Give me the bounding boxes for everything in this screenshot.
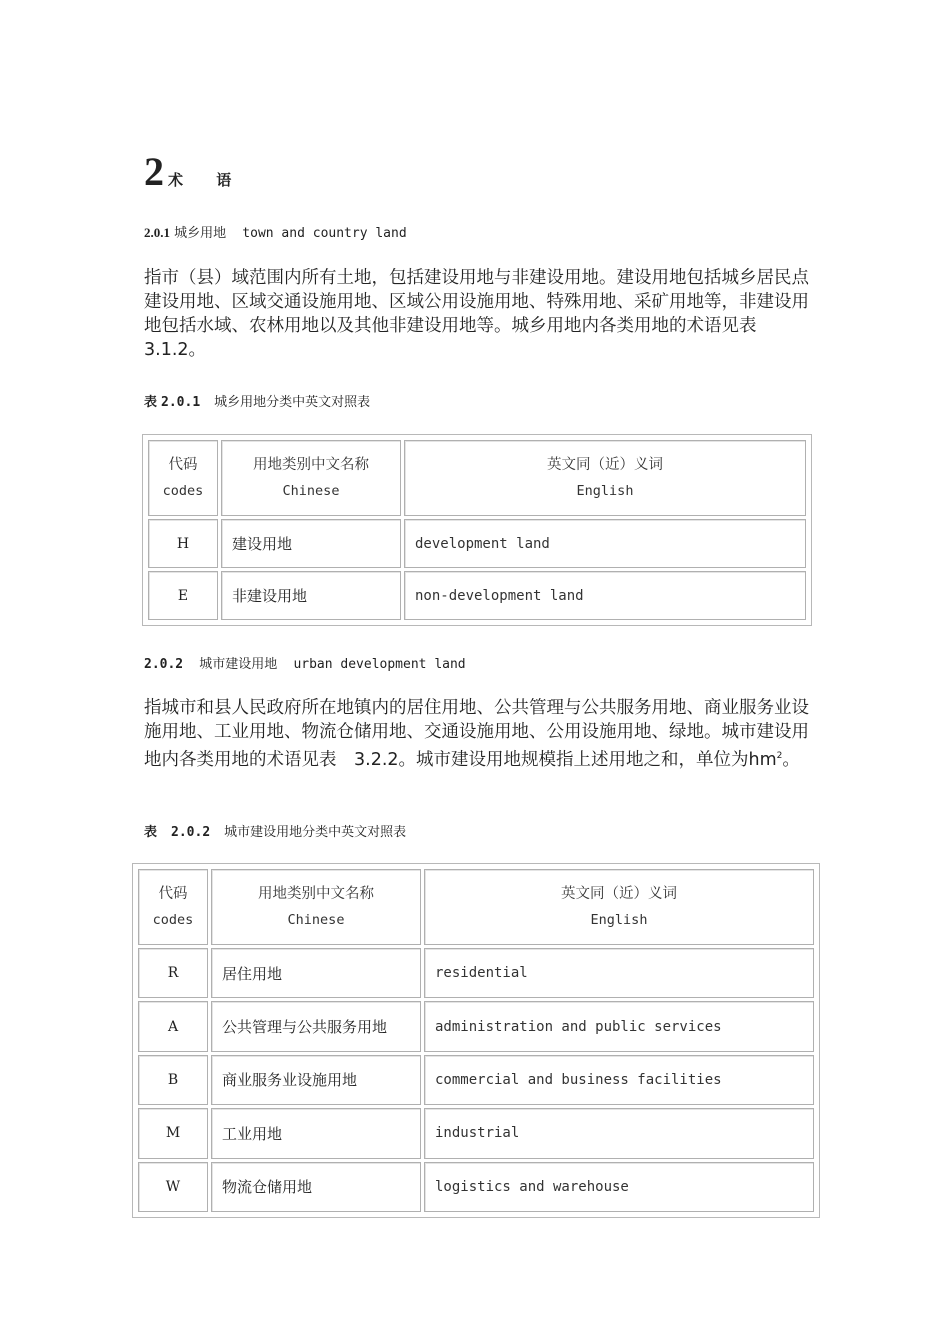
section-term-cn: 城市建设用地 (199, 657, 278, 672)
table-2-0-1-caption (144, 391, 370, 410)
unit-superscript: 2 (776, 751, 783, 761)
chapter-title: 术 语 (168, 171, 246, 189)
chapter-heading (144, 150, 245, 194)
header-chinese: 用地类别中文名称 Chinese (221, 440, 401, 516)
section-2-0-2-heading (144, 653, 466, 672)
table-header-row (148, 440, 806, 516)
chapter-number: 2 (144, 149, 164, 194)
table-row (138, 1001, 814, 1051)
caption-label: 表 (144, 825, 158, 840)
caption-title: 城市建设用地分类中英文对照表 (224, 825, 407, 840)
table-row (148, 571, 806, 620)
row-chinese: 商业服务业设施用地 (211, 1055, 421, 1105)
row-code: A (138, 1001, 208, 1051)
table-row (138, 1108, 814, 1158)
definition-end: 。 (782, 749, 800, 770)
section-number: 2.0.1 (144, 225, 170, 240)
definition-text: 指城市和县人民政府所在地镇内的居住用地、公共管理与公共服务用地、商业服务业设施用地、工业用地、物流仓储用地、交通设施用地、公用设施用地、绿地。城市建设用地内各类用地的术语见表 3.2.2。城市建设用地规模指上述用地之和，单位为 (144, 698, 809, 770)
row-english: logistics and warehouse (424, 1162, 814, 1212)
table-2-0-2-caption (144, 821, 406, 840)
row-code: B (138, 1055, 208, 1105)
header-codes: 代码 codes (138, 869, 208, 945)
row-english: commercial and business facilities (424, 1055, 814, 1105)
section-term-en: town and country land (242, 226, 407, 241)
caption-title: 城乡用地分类中英文对照表 (214, 395, 371, 410)
unit: hm (748, 749, 777, 770)
row-code: E (148, 571, 218, 620)
row-english: administration and public services (424, 1001, 814, 1051)
caption-label: 表 (144, 395, 158, 410)
table-header-row (138, 869, 814, 945)
row-code: R (138, 948, 208, 998)
table-row (138, 1055, 814, 1105)
table-2-0-1 (142, 434, 812, 626)
table-row (138, 948, 814, 998)
row-english: industrial (424, 1108, 814, 1158)
row-chinese: 工业用地 (211, 1108, 421, 1158)
row-english: residential (424, 948, 814, 998)
row-english: non-development land (404, 571, 806, 620)
header-english: 英文同（近）义词 English (424, 869, 814, 945)
row-chinese: 公共管理与公共服务用地 (211, 1001, 421, 1051)
section-term-en: urban development land (293, 657, 466, 672)
row-chinese: 物流仓储用地 (211, 1162, 421, 1212)
table-row (138, 1162, 814, 1212)
section-number: 2.0.2 (144, 657, 184, 672)
row-english: development land (404, 519, 806, 568)
section-term-cn: 城乡用地 (174, 226, 227, 241)
section-2-0-2-definition (144, 696, 812, 772)
row-code: W (138, 1162, 208, 1212)
row-chinese: 非建设用地 (221, 571, 401, 620)
section-2-0-1-definition: 指市（县）域范围内所有土地，包括建设用地与非建设用地。建设用地包括城乡居民点建设用地、区域交通设施用地、区域公用设施用地、特殊用地、采矿用地等，非建设用地包括水域、农林用地以及其他非建设用地等。城乡用地内各类用地的术语见表3.1.2。 (144, 268, 809, 360)
table-2-0-2 (132, 863, 820, 1218)
table-row (148, 519, 806, 568)
row-chinese: 居住用地 (211, 948, 421, 998)
row-code: H (148, 519, 218, 568)
header-codes: 代码 codes (148, 440, 218, 516)
section-2-0-1-heading (144, 222, 407, 241)
header-chinese: 用地类别中文名称 Chinese (211, 869, 421, 945)
caption-number: 2.0.1 (161, 395, 201, 410)
header-english: 英文同（近）义词 English (404, 440, 806, 516)
row-code: M (138, 1108, 208, 1158)
row-chinese: 建设用地 (221, 519, 401, 568)
caption-number: 2.0.2 (171, 825, 211, 840)
